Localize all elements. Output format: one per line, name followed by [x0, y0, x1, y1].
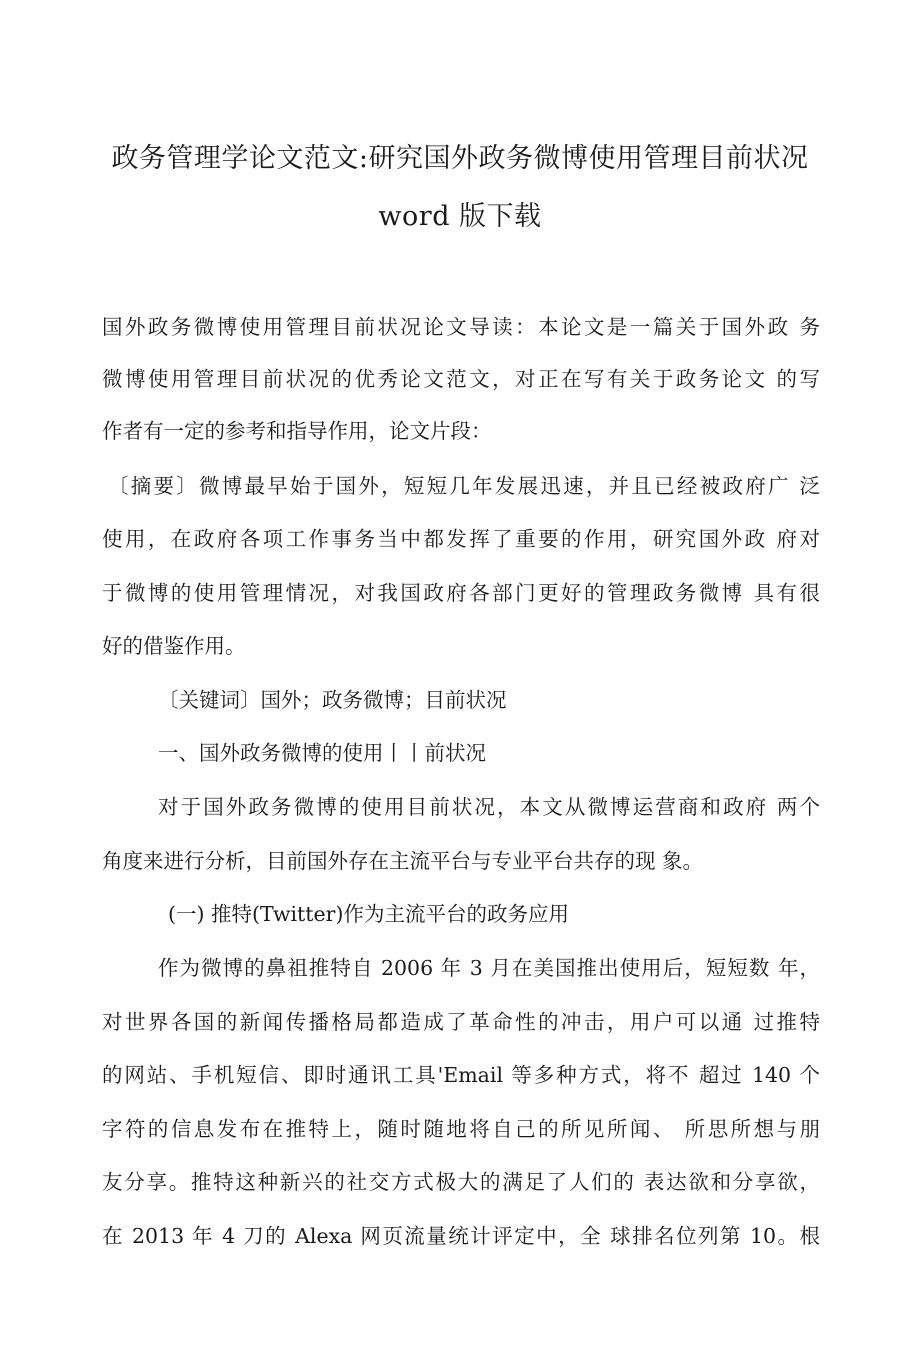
paragraph-line: 作为微博的鼻祖推特自 2006 年 3 月在美国推出使用后，短短数 年，: [158, 956, 820, 980]
paragraph-line: 国外政务微博使用管理目前状况论文导读：本论文是一篇关于国外政 务: [102, 315, 820, 339]
paragraph-line: 友分享。推特这种新兴的社交方式极大的满足了人们的 表达欲和分享欲，: [102, 1170, 820, 1194]
subsection-heading: (一) 推特(Twitter)作为主流平台的政务应用: [168, 902, 569, 926]
section-heading: 一、国外政务微博的使用丨丨前状况: [158, 741, 486, 765]
document-title-line-2: word 版下载: [378, 201, 542, 232]
paragraph-line: 〔摘要〕微博最早始于国外，短短几年发展迅速，并且已经被政府广 泛: [108, 474, 820, 498]
paragraph-line: 对于国外政务微博的使用目前状况，本文从微博运营商和政府 两个: [158, 795, 820, 819]
paragraph-line: 作者有一定的参考和指导作用，论文片段：: [102, 419, 492, 443]
paragraph-line: 字符的信息发布在推特上，随时随地将自己的所见所闻、 所思所想与朋: [102, 1117, 820, 1141]
paragraph-line: 角度来进行分析，目前国外存在主流平台与专业平台共存的现 象。: [102, 849, 704, 873]
paragraph-line: 微博使用管理目前状况的优秀论文范文，对正在写有关于政务论文 的写: [102, 367, 820, 391]
paragraph-line: 的网站、手机短信、即时通讯工具'Email 等多种方式，将不 超过 140 个: [102, 1063, 820, 1087]
document-title-line-1: 政务管理学论文范文:研究国外政务微博使用管理目前状况: [111, 143, 809, 174]
paragraph-line: 对世界各国的新闻传播格局都造成了革命性的冲击，用户可以通 过推特: [102, 1010, 820, 1034]
paragraph-line: 在 2013 年 4 刀的 Alexa 网页流量统计评定中，全 球排名位列第 10。根: [102, 1224, 820, 1248]
paragraph-line: 好的借鉴作用。: [102, 634, 246, 658]
paragraph-line: 使用，在政府各项工作事务当中都发挥了重要的作用，研究国外政 府对: [102, 527, 820, 551]
keywords-line: 〔关键词〕国外；政务微博；目前状况: [158, 688, 507, 712]
paragraph-line: 于微博的使用管理情况，对我国政府各部门更好的管理政务微博 具有很: [102, 581, 820, 605]
